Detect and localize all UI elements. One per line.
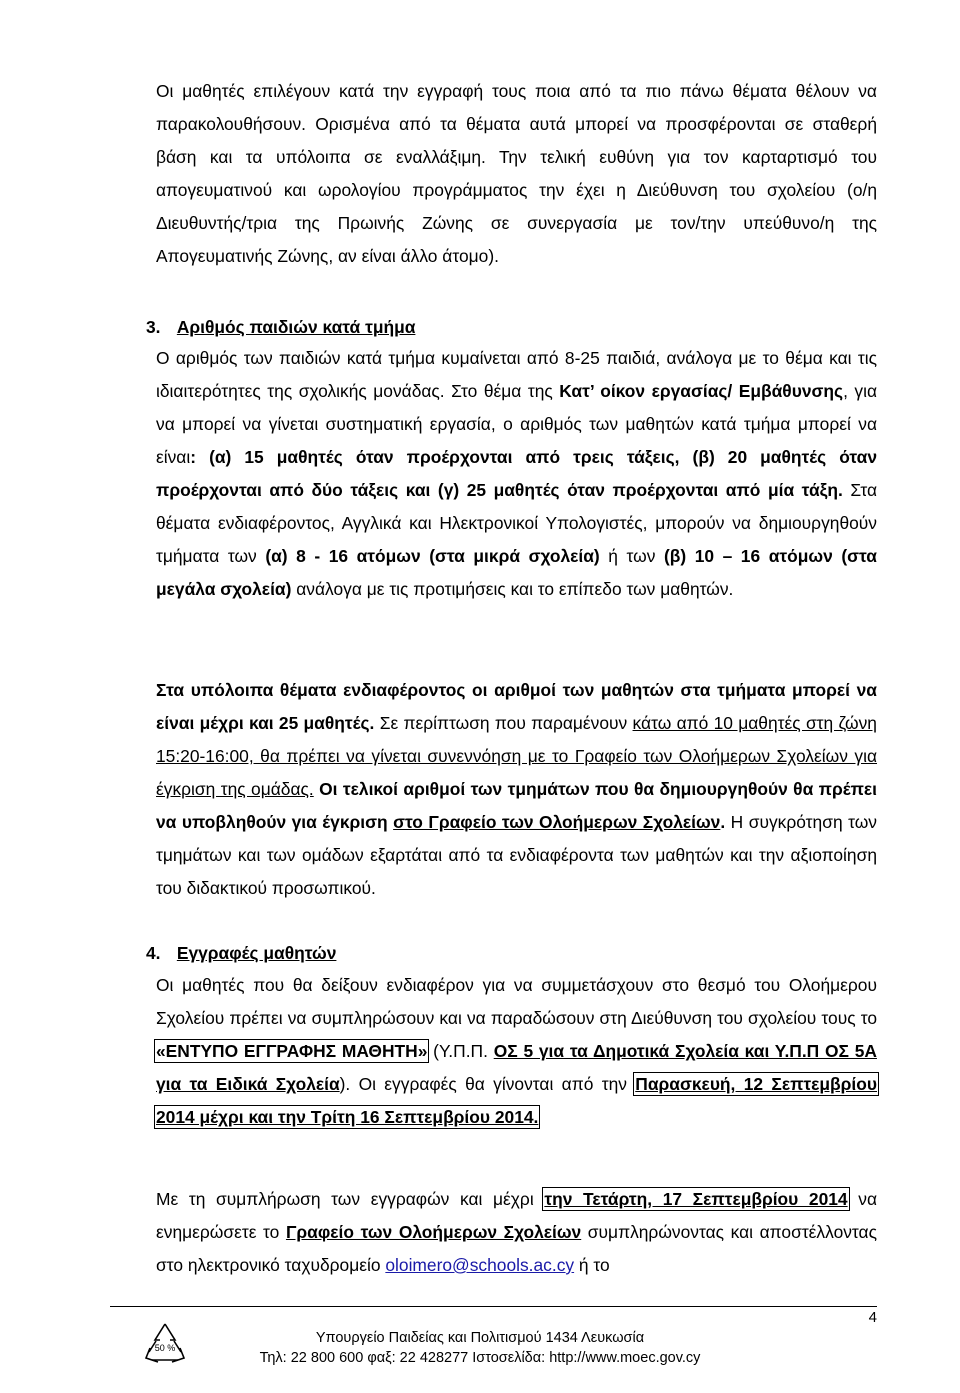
intro-text: Οι μαθητές επιλέγουν κατά την εγγραφή τους ποια από τα πιο πάνω θέματα θέλουν να παρακολουθήσουν. Ορισμένα από τα θέματα αυτά μπορεί να προσφέρονται σε σταθερή βάση και τα υπόλοιπα σε εναλλάξιμη. Την τελική ευθύνη για τον καρταρτισμό του απογευματινού και ωρολογίου προγράμματος την έχει η Διεύθυνση του σχολείου (ο/η Διευθυντής/τρια της Πρωινής Ζώνης σε συνεργασία με τον/την υπεύθυνο/η της Απογευματινής Ζώνης, αν είναι άλλο άτομο). [156,81,877,266]
section-4-title: Εγγραφές μαθητών [176,943,337,963]
section-3-heading [110,311,913,344]
form-name-box: «ΕΝΤΥΠΟ ΕΓΓΡΑΦΗΣ ΜΑΘΗΤΗ» [156,1041,428,1061]
registration-dates-box: Παρασκευή, 12 Σεπτεμβρίου 2014 μέχρι και την Τρίτη 16 Σεπτεμβρίου 2014. [156,1074,877,1127]
page-number: 4 [868,1309,877,1326]
section-3-paragraph-1: Ο αριθμός των παιδιών κατά τμήμα κυμαίνεται από 8-25 παιδιά, ανάλογα με το θέμα και τις ιδιαιτερότητες της σχολικής μονάδας. Στο θέμα της Κατ’ οίκον εργασίας/ Εμβάθυνσης, για να μπορεί να γίνεται συστηματική εργασία, ο αριθμός των μαθητών κατά τμήμα μπορεί να είναι: (α) 15 μαθητές όταν προέρχονται από τρεις τάξεις, (β) 20 μαθητές όταν προέρχονται από δύο τάξεις και (γ) 25 μαθητές όταν προέρχονται από μία τάξη. Στα θέματα ενδιαφέροντος, Αγγλικά και Ηλεκτρονικοί Υπολογιστές, μπορούν να δημιουργηθούν τμήματα των (α) 8 - 16 ατόμων (στα μικρά σχολεία) ή των (β) 10 – 16 ατόμων (στα μεγάλα σχολεία) ανάλογα με τις προτιμήσεις και το επίπεδο των μαθητών. [156,348,878,599]
section-4-heading [110,937,913,970]
email-link[interactable]: oloimero@schools.ac.cy [385,1255,575,1275]
section-4-paragraph-2: Με τη συμπλήρωση των εγγραφών και μέχρι την Τετάρτη, 17 Σεπτεμβρίου 2014 να ενημερώσετε το Γραφείο των Ολοήμερων Σχολείων συμπληρώνοντας και αποστέλλοντας στο ηλεκτρονικό ταχυδρομείο oloimero@schools.ac.cy ή το [156,1189,877,1275]
recycle-logo-text: 50 % [154,1343,176,1353]
section-3-number: 3. [146,317,161,337]
intro-paragraph [110,75,877,273]
section-4-paragraph-1: Οι μαθητές που θα δείξουν ενδιαφέρον για να συμμετάσχουν στο θεσμό του Ολοήμερου Σχολείου πρέπει να συμπληρώσουν και να παραδώσουν στη Διεύθυνση του σχολείου τους το «ΕΝΤΥΠΟ ΕΓΓΡΑΦΗΣ ΜΑΘΗΤΗ» (Υ.Π.Π. ΟΣ 5 για τα Δημοτικά Σχολεία και Υ.Π.Π ΟΣ 5Α για τα Ειδικά Σχολεία). Οι εγγραφές θα γίνονται από την Παρασκευή, 12 Σεπτεμβρίου 2014 μέχρι και την Τρίτη 16 Σεπτεμβρίου 2014. [156,975,877,1127]
deadline-box: την Τετάρτη, 17 Σεπτεμβρίου 2014 [544,1189,848,1209]
section-3-paragraph-2: Στα υπόλοιπα θέματα ενδιαφέροντος οι αριθμοί των μαθητών στα τμήματα μπορεί να είναι μέχρι και 25 μαθητές. Σε περίπτωση που παραμένουν κάτω από 10 μαθητές στη ζώνη 15:20-16:00, θα πρέπει να γίνεται συνεννόηση με το Γραφείο των Ολοήμερων Σχολείων για έγκριση της ομάδας. Οι τελικοί αριθμοί των τμημάτων που θα δημιουργηθούν θα πρέπει να υποβληθούν για έγκριση στο Γραφείο των Ολοήμερων Σχολείων. Η συγκρότηση των τμημάτων και των ομάδων εξαρτάται από τα ενδιαφέροντα των μαθητών και την αξιοποίηση του διδακτικού προσωπικού. [156,680,878,898]
footer-divider [110,1306,877,1307]
footer-address: Υπουργείο Παιδείας και Πολιτισμού 1434 Λευκωσία [315,1330,645,1346]
section-3-title: Αριθμός παιδιών κατά τμήμα [176,317,416,337]
footer-contacts: Τηλ: 22 800 600 φαξ: 22 428277 Ιστοσελίδα: http://www.moec.gov.cy [259,1350,701,1366]
section-4-number: 4. [146,943,161,963]
